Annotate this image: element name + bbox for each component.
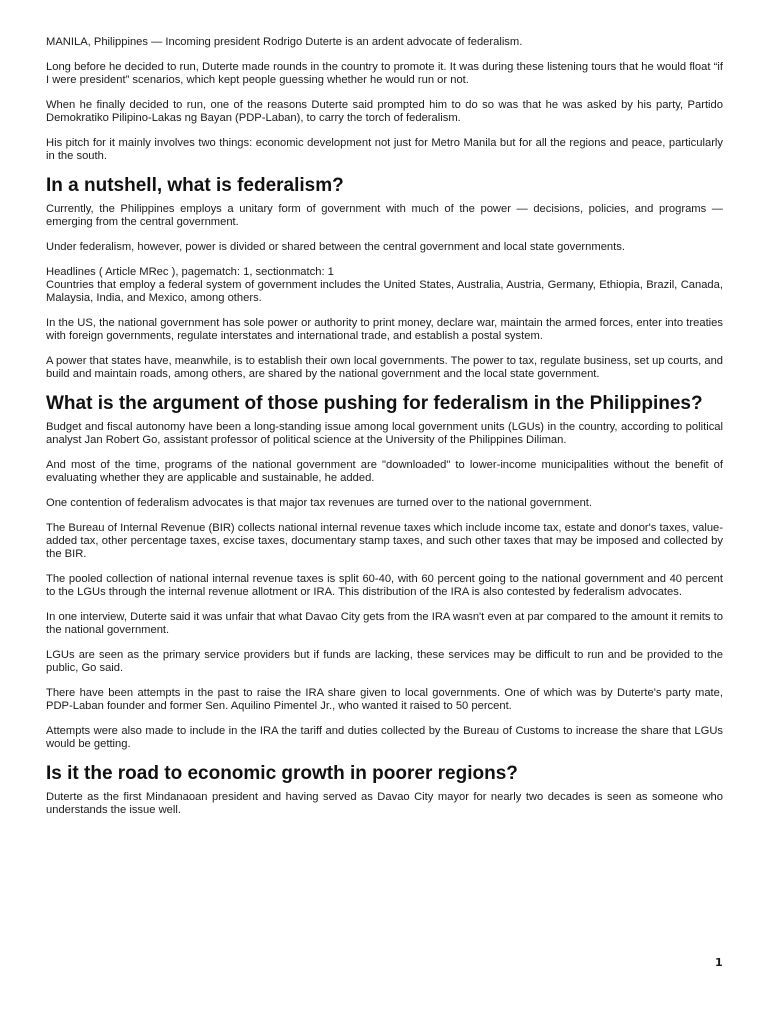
paragraph: Currently, the Philippines employs a unitary form of government with much of the power — decisions, policies, and programs — emerging from the central government.: [46, 203, 723, 228]
paragraph: Long before he decided to run, Duterte made rounds in the country to promote it. It was during these listening tours that he would float “if I were president” scenarios, which kept people guessing whether he would run or not.: [46, 61, 723, 86]
paragraph: LGUs are seen as the primary service providers but if funds are lacking, these services may be difficult to run and be provided to the public, Go said.: [46, 649, 723, 674]
paragraph: In one interview, Duterte said it was unfair that what Davao City gets from the IRA wasn't even at par compared to the amount it remits to the national government.: [46, 611, 723, 636]
paragraph: The pooled collection of national internal revenue taxes is split 60-40, with 60 percent going to the national government and 40 percent to the LGUs through the internal revenue allotment or IRA. This distribution of the IRA is also contested by federalism advocates.: [46, 573, 723, 598]
paragraph: And most of the time, programs of the national government are "downloaded" to lower-income municipalities without the benefit of evaluating whether they are applicable and sustainable, he added.: [46, 459, 723, 484]
paragraph: MANILA, Philippines — Incoming president Rodrigo Duterte is an ardent advocate of federalism.: [46, 36, 523, 48]
paragraph: The Bureau of Internal Revenue (BIR) collects national internal revenue taxes which include income tax, estate and donor's taxes, value-added tax, other percentage taxes, excise taxes, documentary stamp taxes, and such other taxes that may be imposed and collected by the BIR.: [46, 522, 723, 560]
paragraph: One contention of federalism advocates is that major tax revenues are turned over to the national government.: [46, 497, 593, 509]
section-heading: What is the argument of those pushing for federalism in the Philippines?: [46, 393, 703, 414]
section-heading: Is it the road to economic growth in poorer regions?: [46, 763, 518, 784]
document-page: [46, 36, 723, 829]
paragraph: His pitch for it mainly involves two things: economic development not just for Metro Manila but for all the regions and peace, particularly in the south.: [46, 137, 723, 162]
paragraph: There have been attempts in the past to raise the IRA share given to local governments. One of which was by Duterte's party mate, PDP-Laban founder and former Sen. Aquilino Pimentel Jr., who wanted it raised to 50 percent.: [46, 687, 723, 712]
paragraph: Attempts were also made to include in the IRA the tariff and duties collected by the Bureau of Customs to increase the share that LGUs would be getting.: [46, 725, 723, 750]
page-number: 1: [715, 956, 723, 969]
paragraph: In the US, the national government has sole power or authority to print money, declare war, maintain the armed forces, enter into treaties with foreign governments, regulate interstates and international trade, and establish a postal system.: [46, 317, 723, 342]
paragraph: When he finally decided to run, one of the reasons Duterte said prompted him to do so was that he was asked by his party, Partido Demokratiko Pilipino-Lakas ng Bayan (PDP-Laban), to carry the torch of federalism.: [46, 99, 723, 124]
paragraph: Budget and fiscal autonomy have been a long-standing issue among local government units (LGUs) in the country, according to political analyst Jan Robert Go, assistant professor of political science at the University of the Philippines Diliman.: [46, 421, 723, 446]
paragraph: Duterte as the first Mindanaoan president and having served as Davao City mayor for nearly two decades is seen as someone who understands the issue well.: [46, 791, 723, 816]
paragraph: Under federalism, however, power is divided or shared between the central government and local state governments.: [46, 241, 625, 253]
paragraph: A power that states have, meanwhile, is to establish their own local governments. The power to tax, regulate business, set up courts, and build and maintain roads, among others, are shared by the national government and the local state government.: [46, 355, 724, 380]
paragraph: Countries that employ a federal system of government includes the United States, Australia, Austria, Germany, Ethiopia, Brazil, Canada, Malaysia, India, and Mexico, among others.: [46, 279, 723, 304]
ad-placeholder-text: Headlines ( Article MRec ), pagematch: 1, sectionmatch: 1: [46, 266, 334, 278]
section-heading: In a nutshell, what is federalism?: [46, 175, 344, 196]
